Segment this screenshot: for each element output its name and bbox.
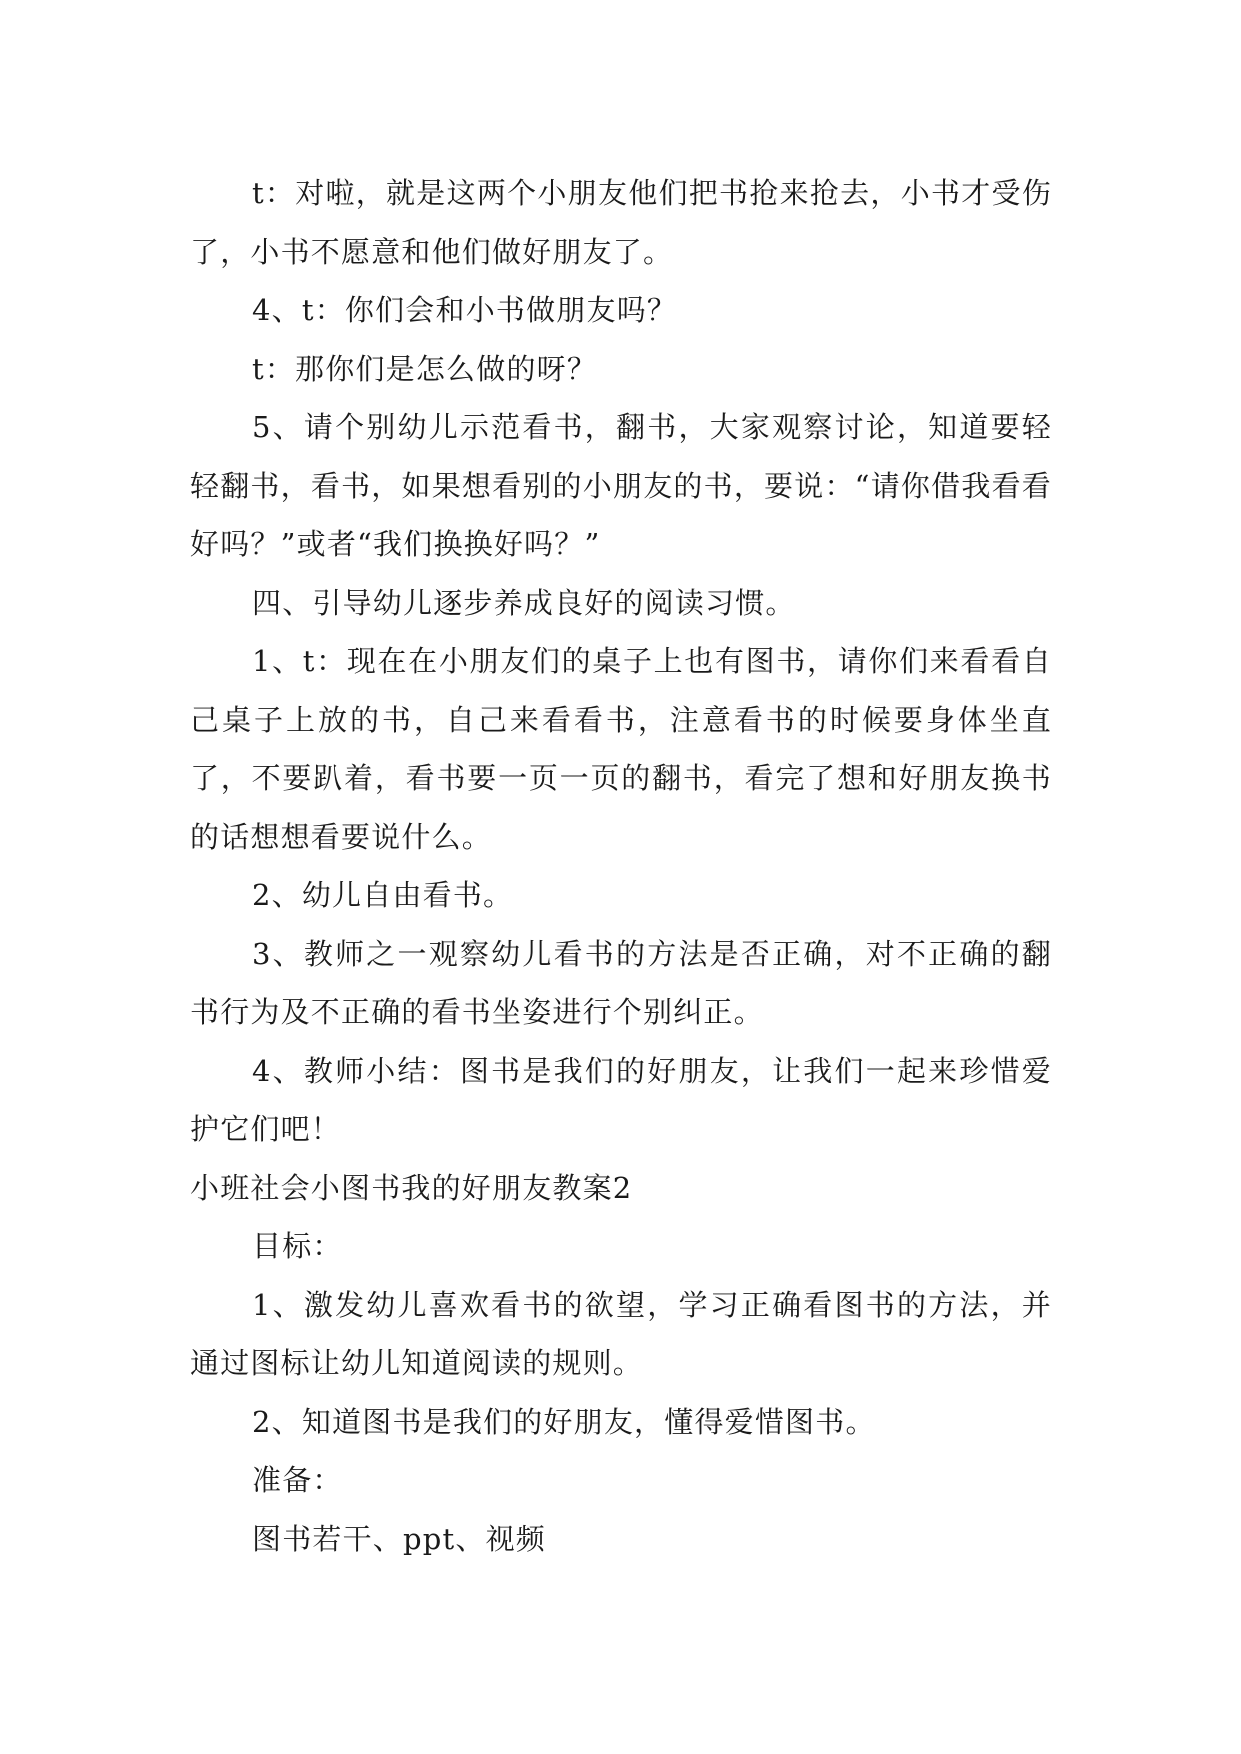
paragraph-materials: 图书若干、ppt、视频 [252,1521,546,1556]
paragraph-step-4: 4、t：你们会和小书做朋友吗？ [252,293,678,327]
paragraph-dialogue-2: t：那你们是怎么做的呀？ [252,351,598,386]
paragraph-goal-2: 2、知道图书是我们的好朋友，懂得爱惜图书。 [252,1404,876,1439]
paragraph-step-5: 5、请个别幼儿示范看书，翻书，大家观察讨论，知道要轻轻翻书，看书，如果想看别的小朋友的书，要说：“请你借我看看好吗？”或者“我们换换好吗？” [190,410,1052,561]
paragraph-step-3: 3、教师之一观察幼儿看书的方法是否正确，对不正确的翻书行为及不正确的看书坐姿进行个别纠正。 [190,936,1052,1029]
paragraph-step-1: 1、t：现在在小朋友们的桌子上也有图书，请你们来看看自己桌子上放的书，自己来看看书，注意看书的时候要身体坐直了，不要趴着，看书要一页一页的翻书，看完了想和好朋友换书的话想想看要说什么。 [190,644,1052,854]
paragraph-dialogue-1: t：对啦，就是这两个小朋友他们把书抢来抢去，小书才受伤了，小书不愿意和他们做好朋友了。 [190,176,1052,269]
paragraph-step-2: 2、幼儿自由看书。 [252,878,514,912]
paragraph-section-4: 四、引导幼儿逐步养成良好的阅读习惯。 [252,585,796,620]
document-body [190,164,1052,1568]
paragraph-prep-label: 准备： [252,1463,343,1497]
paragraph-step-4-summary: 4、教师小结：图书是我们的好朋友，让我们一起来珍惜爱护它们吧！ [190,1053,1052,1146]
paragraph-goal-1: 1、激发幼儿喜欢看书的欲望，学习正确看图书的方法，并通过图标让幼儿知道阅读的规则。 [190,1287,1052,1380]
section-title: 小班社会小图书我的好朋友教案2 [190,1170,633,1205]
paragraph-goals-label: 目标： [252,1229,343,1263]
